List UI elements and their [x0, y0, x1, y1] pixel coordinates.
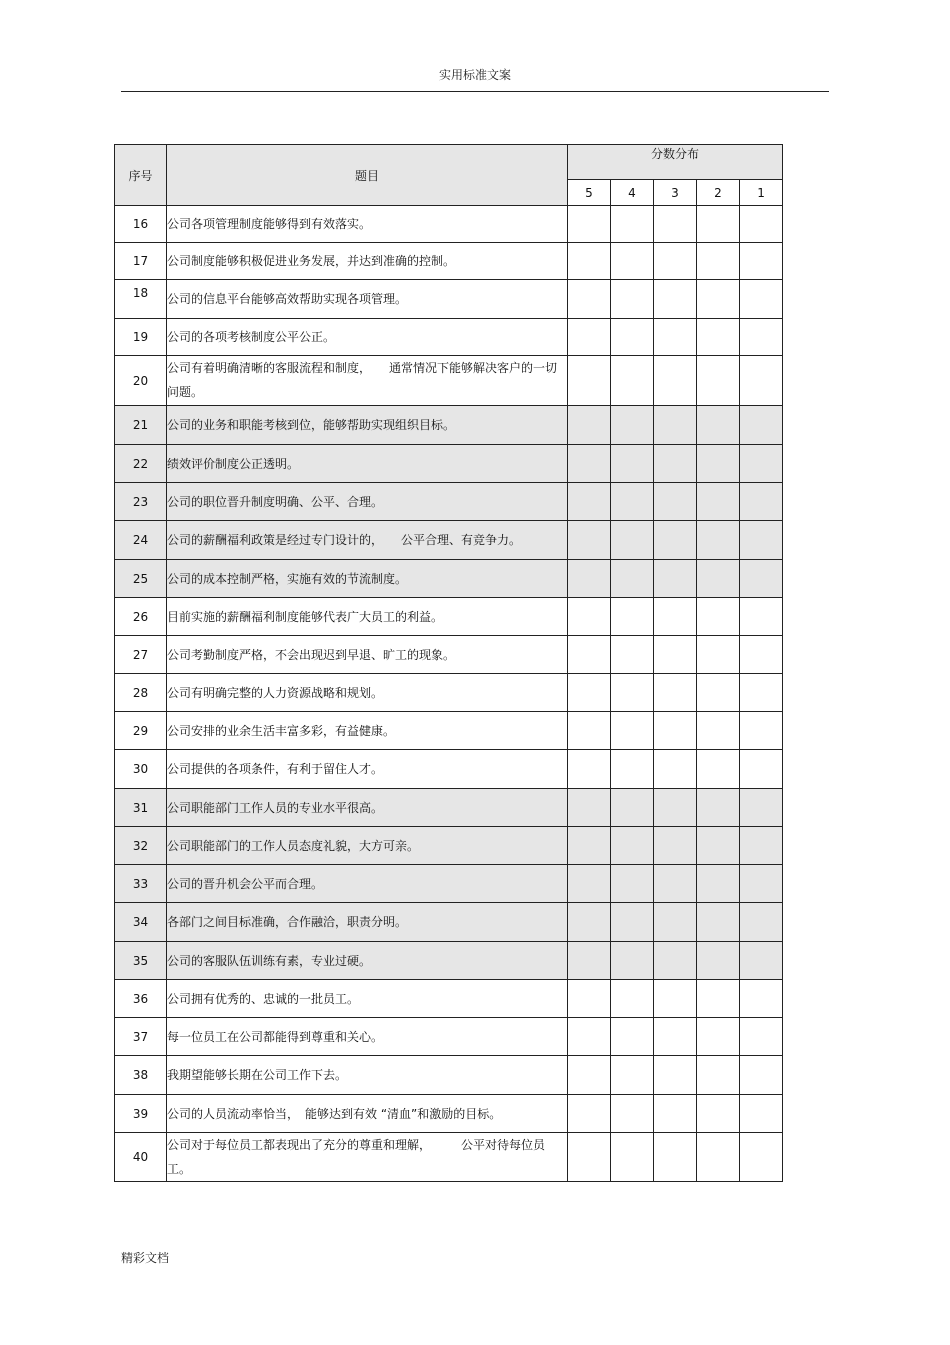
- table-row: [115, 206, 783, 243]
- score-cell-5[interactable]: [568, 356, 611, 406]
- score-cell-1[interactable]: [740, 712, 783, 750]
- score-cell-3[interactable]: [654, 521, 697, 560]
- score-cell-2[interactable]: [697, 319, 740, 356]
- score-cell-3[interactable]: [654, 406, 697, 445]
- table-row: [115, 789, 783, 827]
- table-row: [115, 942, 783, 980]
- question-text: 各部门之间目标准确，合作融洽，职责分明。: [167, 903, 568, 942]
- row-number: 39: [115, 1095, 167, 1133]
- score-cell-1[interactable]: [740, 206, 783, 243]
- question-text: 公司考勤制度严格，不会出现迟到早退、旷工的现象。: [167, 636, 568, 674]
- score-cell-3[interactable]: [654, 789, 697, 827]
- score-cell-2[interactable]: [697, 1095, 740, 1133]
- question-text: 公司提供的各项条件，有利于留住人才。: [167, 750, 568, 789]
- table-row: [115, 598, 783, 636]
- score-cell-5[interactable]: [568, 560, 611, 598]
- question-text: 每一位员工在公司都能得到尊重和关心。: [167, 1018, 568, 1056]
- score-cell-4[interactable]: [611, 1095, 654, 1133]
- score-cell-4[interactable]: [611, 789, 654, 827]
- score-cell-1[interactable]: [740, 827, 783, 865]
- score-cell-1[interactable]: [740, 598, 783, 636]
- table-row: [115, 1095, 783, 1133]
- question-text: 公司的薪酬福利政策是经过专门设计的， 公平合理、有竞争力。: [167, 521, 568, 560]
- table-row: [115, 406, 783, 445]
- row-number: 36: [115, 980, 167, 1018]
- score-cell-4[interactable]: [611, 827, 654, 865]
- row-number: 26: [115, 598, 167, 636]
- score-cell-2[interactable]: [697, 712, 740, 750]
- table-row: [115, 356, 783, 406]
- score-cell-1[interactable]: [740, 445, 783, 483]
- table-row: [115, 521, 783, 560]
- table-row: [115, 827, 783, 865]
- row-number: 32: [115, 827, 167, 865]
- score-cell-5[interactable]: [568, 827, 611, 865]
- score-cell-1[interactable]: [740, 942, 783, 980]
- score-cell-1[interactable]: [740, 980, 783, 1018]
- score-cell-5[interactable]: [568, 406, 611, 445]
- score-cell-1[interactable]: [740, 1018, 783, 1056]
- table-row: [115, 1133, 783, 1182]
- score-cell-4[interactable]: [611, 521, 654, 560]
- score-cell-1[interactable]: [740, 789, 783, 827]
- table-row: [115, 674, 783, 712]
- score-cell-1[interactable]: [740, 636, 783, 674]
- score-cell-2[interactable]: [697, 1056, 740, 1095]
- row-number: 20: [115, 356, 167, 406]
- row-number: 18: [115, 280, 167, 319]
- score-cell-4[interactable]: [611, 598, 654, 636]
- table-row: [115, 483, 783, 521]
- score-cell-5[interactable]: [568, 243, 611, 280]
- row-number: 33: [115, 865, 167, 903]
- score-cell-2[interactable]: [697, 243, 740, 280]
- score-cell-5[interactable]: [568, 483, 611, 521]
- score-cell-3[interactable]: [654, 319, 697, 356]
- score-cell-1[interactable]: [740, 1095, 783, 1133]
- table-row: [115, 980, 783, 1018]
- score-cell-3[interactable]: [654, 1056, 697, 1095]
- score-cell-1[interactable]: [740, 865, 783, 903]
- score-cell-2[interactable]: [697, 980, 740, 1018]
- table-row: [115, 445, 783, 483]
- survey-table: [114, 144, 783, 1182]
- score-cell-1[interactable]: [740, 280, 783, 319]
- score-cell-5[interactable]: [568, 206, 611, 243]
- score-cell-5[interactable]: [568, 636, 611, 674]
- column-header-score-distribution: 分数分布: [568, 145, 783, 180]
- question-text: 公司的客服队伍训练有素，专业过硬。: [167, 942, 568, 980]
- score-cell-3[interactable]: [654, 750, 697, 789]
- score-cell-5[interactable]: [568, 1133, 611, 1182]
- score-cell-1[interactable]: [740, 406, 783, 445]
- table-row: [115, 1018, 783, 1056]
- question-text: 公司各项管理制度能够得到有效落实。: [167, 206, 568, 243]
- score-cell-3[interactable]: [654, 1018, 697, 1056]
- score-cell-2[interactable]: [697, 674, 740, 712]
- row-number: 34: [115, 903, 167, 942]
- score-cell-2[interactable]: [697, 903, 740, 942]
- table-row: [115, 560, 783, 598]
- question-text: 公司安排的业余生活丰富多彩，有益健康。: [167, 712, 568, 750]
- question-text: 公司拥有优秀的、忠诚的一批员工。: [167, 980, 568, 1018]
- row-number: 35: [115, 942, 167, 980]
- row-number: 27: [115, 636, 167, 674]
- score-cell-1[interactable]: [740, 560, 783, 598]
- score-cell-5[interactable]: [568, 942, 611, 980]
- score-cell-4[interactable]: [611, 483, 654, 521]
- score-cell-2[interactable]: [697, 356, 740, 406]
- question-text: 公司的职位晋升制度明确、公平、合理。: [167, 483, 568, 521]
- score-cell-4[interactable]: [611, 712, 654, 750]
- question-text: 公司对于每位员工都表现出了充分的尊重和理解， 公平对待每位员工。: [167, 1133, 568, 1182]
- score-cell-2[interactable]: [697, 206, 740, 243]
- question-text: 公司的晋升机会公平而合理。: [167, 865, 568, 903]
- question-text: 公司职能部门的工作人员态度礼貌，大方可亲。: [167, 827, 568, 865]
- score-cell-4[interactable]: [611, 560, 654, 598]
- row-number: 28: [115, 674, 167, 712]
- score-cell-4[interactable]: [611, 750, 654, 789]
- question-text: 公司的信息平台能够高效帮助实现各项管理。: [167, 280, 568, 319]
- score-header-2: 2: [697, 180, 740, 206]
- score-cell-3[interactable]: [654, 980, 697, 1018]
- question-text: 公司的人员流动率恰当， 能够达到有效 “清血”和激励的目标。: [167, 1095, 568, 1133]
- score-cell-2[interactable]: [697, 406, 740, 445]
- row-number: 17: [115, 243, 167, 280]
- score-cell-4[interactable]: [611, 280, 654, 319]
- score-cell-1[interactable]: [740, 319, 783, 356]
- page-footer-text: 精彩文档: [121, 1251, 170, 1265]
- score-cell-4[interactable]: [611, 1133, 654, 1182]
- score-cell-5[interactable]: [568, 1018, 611, 1056]
- score-cell-2[interactable]: [697, 636, 740, 674]
- score-cell-3[interactable]: [654, 942, 697, 980]
- score-cell-5[interactable]: [568, 903, 611, 942]
- score-cell-3[interactable]: [654, 356, 697, 406]
- score-cell-1[interactable]: [740, 1056, 783, 1095]
- column-header-seq: 序号: [115, 145, 167, 206]
- row-number: 16: [115, 206, 167, 243]
- question-text: 公司的各项考核制度公平公正。: [167, 319, 568, 356]
- score-cell-2[interactable]: [697, 280, 740, 319]
- row-number: 37: [115, 1018, 167, 1056]
- score-cell-2[interactable]: [697, 598, 740, 636]
- row-number: 24: [115, 521, 167, 560]
- score-cell-3[interactable]: [654, 636, 697, 674]
- score-cell-2[interactable]: [697, 827, 740, 865]
- score-cell-2[interactable]: [697, 750, 740, 789]
- score-cell-1[interactable]: [740, 356, 783, 406]
- score-cell-5[interactable]: [568, 789, 611, 827]
- score-cell-4[interactable]: [611, 1018, 654, 1056]
- row-number: 21: [115, 406, 167, 445]
- score-cell-3[interactable]: [654, 280, 697, 319]
- score-cell-3[interactable]: [654, 598, 697, 636]
- score-cell-2[interactable]: [697, 1018, 740, 1056]
- score-cell-5[interactable]: [568, 865, 611, 903]
- score-cell-5[interactable]: [568, 712, 611, 750]
- score-cell-3[interactable]: [654, 445, 697, 483]
- row-number: 25: [115, 560, 167, 598]
- score-cell-3[interactable]: [654, 712, 697, 750]
- row-number: 31: [115, 789, 167, 827]
- score-cell-2[interactable]: [697, 560, 740, 598]
- score-cell-4[interactable]: [611, 356, 654, 406]
- row-number: 38: [115, 1056, 167, 1095]
- score-cell-2[interactable]: [697, 445, 740, 483]
- table-row: [115, 243, 783, 280]
- score-cell-2[interactable]: [697, 865, 740, 903]
- score-cell-4[interactable]: [611, 243, 654, 280]
- column-header-topic: 题目: [167, 145, 568, 206]
- score-cell-5[interactable]: [568, 280, 611, 319]
- score-cell-4[interactable]: [611, 445, 654, 483]
- score-cell-5[interactable]: [568, 319, 611, 356]
- score-cell-4[interactable]: [611, 636, 654, 674]
- score-cell-1[interactable]: [740, 750, 783, 789]
- question-text: 公司的成本控制严格，实施有效的节流制度。: [167, 560, 568, 598]
- question-text: 目前实施的薪酬福利制度能够代表广大员工的利益。: [167, 598, 568, 636]
- score-cell-1[interactable]: [740, 521, 783, 560]
- row-number: 30: [115, 750, 167, 789]
- question-text: 公司制度能够积极促进业务发展，并达到准确的控制。: [167, 243, 568, 280]
- table-row: [115, 903, 783, 942]
- row-number: 40: [115, 1133, 167, 1182]
- score-cell-1[interactable]: [740, 1133, 783, 1182]
- question-text: 公司有着明确清晰的客服流程和制度， 通常情况下能够解决客户的一切问题。: [167, 356, 568, 406]
- score-cell-5[interactable]: [568, 445, 611, 483]
- score-cell-5[interactable]: [568, 980, 611, 1018]
- score-cell-4[interactable]: [611, 903, 654, 942]
- score-cell-2[interactable]: [697, 483, 740, 521]
- score-cell-5[interactable]: [568, 750, 611, 789]
- table-row: [115, 712, 783, 750]
- score-cell-4[interactable]: [611, 1056, 654, 1095]
- score-header-1: 1: [740, 180, 783, 206]
- score-cell-3[interactable]: [654, 560, 697, 598]
- question-text: 公司的业务和职能考核到位，能够帮助实现组织目标。: [167, 406, 568, 445]
- score-cell-1[interactable]: [740, 903, 783, 942]
- score-cell-3[interactable]: [654, 827, 697, 865]
- score-header-5: 5: [568, 180, 611, 206]
- score-cell-4[interactable]: [611, 674, 654, 712]
- score-cell-2[interactable]: [697, 521, 740, 560]
- score-cell-5[interactable]: [568, 1095, 611, 1133]
- score-cell-1[interactable]: [740, 483, 783, 521]
- score-cell-3[interactable]: [654, 865, 697, 903]
- score-cell-4[interactable]: [611, 406, 654, 445]
- table-row: [115, 750, 783, 789]
- score-cell-5[interactable]: [568, 674, 611, 712]
- score-cell-4[interactable]: [611, 980, 654, 1018]
- score-cell-5[interactable]: [568, 598, 611, 636]
- score-header-4: 4: [611, 180, 654, 206]
- score-cell-3[interactable]: [654, 1133, 697, 1182]
- score-cell-4[interactable]: [611, 206, 654, 243]
- score-cell-3[interactable]: [654, 674, 697, 712]
- question-text: 我期望能够长期在公司工作下去。: [167, 1056, 568, 1095]
- score-header-3: 3: [654, 180, 697, 206]
- question-text: 绩效评价制度公正透明。: [167, 445, 568, 483]
- question-text: 公司有明确完整的人力资源战略和规划。: [167, 674, 568, 712]
- score-cell-3[interactable]: [654, 1095, 697, 1133]
- score-cell-2[interactable]: [697, 789, 740, 827]
- row-number: 19: [115, 319, 167, 356]
- score-cell-3[interactable]: [654, 243, 697, 280]
- row-number: 22: [115, 445, 167, 483]
- row-number: 23: [115, 483, 167, 521]
- score-cell-1[interactable]: [740, 674, 783, 712]
- question-text: 公司职能部门工作人员的专业水平很高。: [167, 789, 568, 827]
- table-row: [115, 280, 783, 319]
- score-cell-3[interactable]: [654, 206, 697, 243]
- table-row: [115, 319, 783, 356]
- score-cell-4[interactable]: [611, 942, 654, 980]
- row-number: 29: [115, 712, 167, 750]
- table-row: [115, 865, 783, 903]
- page-header-title: 实用标准文案: [438, 68, 511, 82]
- score-cell-3[interactable]: [654, 483, 697, 521]
- header-divider: [121, 91, 829, 92]
- score-cell-5[interactable]: [568, 1056, 611, 1095]
- table-row: [115, 1056, 783, 1095]
- score-cell-4[interactable]: [611, 865, 654, 903]
- score-cell-2[interactable]: [697, 942, 740, 980]
- score-cell-4[interactable]: [611, 319, 654, 356]
- table-row: [115, 636, 783, 674]
- score-cell-3[interactable]: [654, 903, 697, 942]
- score-cell-2[interactable]: [697, 1133, 740, 1182]
- score-cell-1[interactable]: [740, 243, 783, 280]
- score-cell-5[interactable]: [568, 521, 611, 560]
